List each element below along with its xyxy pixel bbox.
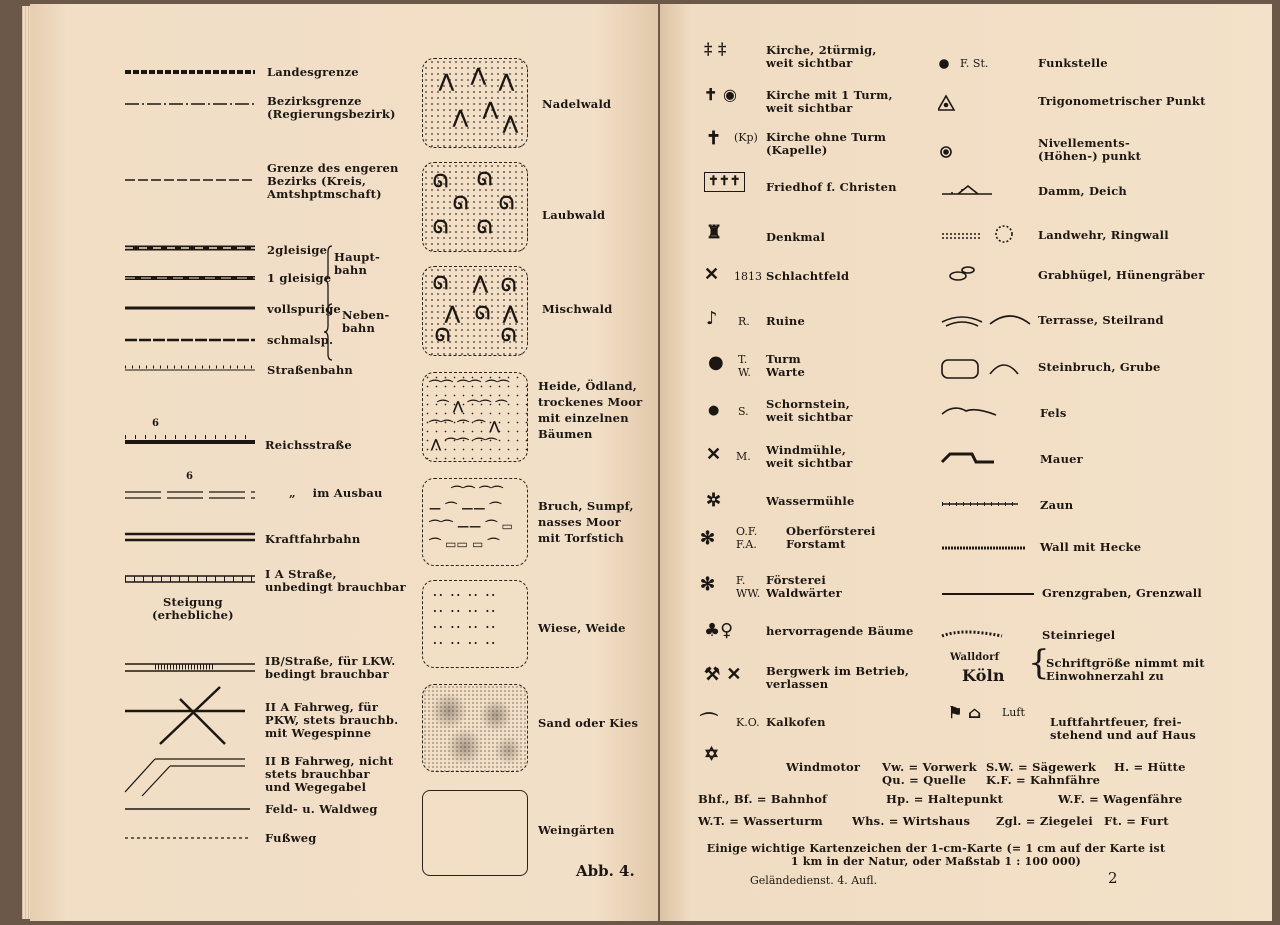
bergwerk-label: Bergwerk im Betrieb, verlassen — [766, 664, 910, 691]
windmotor-label: Windmotor — [786, 760, 861, 774]
mine-icon: ⚒ ✕ — [704, 664, 742, 685]
page-number: 2 — [1108, 869, 1118, 887]
heide-swatch: ⌒⌒ ⌒⌒ ⌒⌒ ⌒ ⋀ ⌒⌒ ⌒ ⌒⌒ ⌒ ⌒ ⋀ ⋀ ⌒⌒ ⌒⌒ — [422, 372, 528, 462]
nadelwald-swatch: ⋀ ⋀ ⋀ ⋀ ⋀ ⋀ — [422, 58, 528, 148]
nebenbahn-label: Neben- bahn — [342, 308, 390, 335]
abbr-ft: Ft. = Furt — [1104, 814, 1169, 828]
bruch-swatch: ⌒⌒ ⌒⌒ — ⌒ —— ⌒ ⌒⌒ —— ⌒ ▭ ⌒ ▭▭ ▭ ⌒ — [422, 478, 528, 566]
nadelwald-label: Nadelwald — [542, 97, 612, 111]
abbr-wf: W.F. = Wagenfähre — [1058, 792, 1183, 806]
road-number-6a: 6 — [152, 418, 160, 429]
watermill-icon: ✲ — [706, 490, 722, 511]
schmalspur-label: schmalsp. — [267, 333, 334, 347]
schrift-label: Schriftgröße nimmt mit Einwohnerzahl zu — [1046, 656, 1205, 683]
windmuehle-label: Windmühle, weit sichtbar — [766, 443, 853, 470]
wiese-swatch: ·· ·· ·· ·· ·· ·· ·· ·· ·· ·· ·· ·· ·· ·· ·· ·· — [422, 580, 528, 668]
fussweg-label: Fußweg — [265, 831, 317, 845]
figure-label: Abb. 4. — [576, 862, 635, 880]
schornstein-abbr: S. — [738, 405, 749, 418]
kapelle-abbr: (Kp) — [734, 131, 758, 144]
tower-icon: ● — [708, 352, 724, 373]
abbr-wt: W.T. = Wasserturm — [698, 814, 823, 828]
kraftfahrbahn-label: Kraftfahrbahn — [265, 532, 361, 546]
church-two-towers-icon: ‡ ‡ — [704, 39, 727, 58]
strasse1a-label: I A Straße, unbedingt brauchbar — [265, 567, 406, 594]
abbr-sw: S.W. = Sägewerk — [986, 760, 1097, 774]
foersterei-label: Försterei Waldwärter — [766, 573, 842, 600]
steigung-label: Steigung (erhebliche) — [152, 595, 234, 622]
abbr-kf: K.F. = Kahnfähre — [986, 773, 1101, 787]
heide-label: Heide, Ödland, trockenes Moor mit einzelnen Bäumen — [538, 379, 643, 441]
mischwald-swatch: ᘏ ⋀ ᘏ ⋀ ᘏ ⋀ ᘏ ᘏ — [422, 266, 528, 356]
caption: Einige wichtige Kartenzeichen der 1-cm-Karte (= 1 cm auf der Karte ist 1 km in der Natur, oder Maßstab 1 : 100 000) — [706, 842, 1166, 868]
damm-label: Damm, Deich — [1038, 184, 1127, 198]
sand-label: Sand oder Kies — [538, 716, 639, 730]
church-one-tower-icon: ✝ ◉ — [704, 85, 737, 104]
abbr-vw: Vw. = Vorwerk — [882, 760, 977, 774]
mauer-label: Mauer — [1040, 452, 1083, 466]
wind-motor-icon: ✡ — [704, 744, 720, 765]
windmuehle-abbr: M. — [736, 450, 751, 463]
kalkofen-abbr: K.O. — [736, 716, 760, 729]
lime-kiln-icon: ⌒ — [700, 712, 718, 733]
kreisgrenze-label: Grenze des engeren Bezirks (Kreis, Amtshptmschaft) — [267, 161, 399, 201]
monument-icon: ♜ — [706, 222, 723, 243]
denkmal-label: Denkmal — [766, 230, 826, 244]
terrasse-label: Terrasse, Steilrand — [1038, 313, 1164, 327]
foersterei-abbr: F. WW. — [736, 574, 761, 600]
grabhuegel-label: Grabhügel, Hünengräber — [1038, 268, 1205, 282]
wein-swatch — [422, 790, 528, 876]
fahrweg2b-label: II B Fahrweg, nicht stets brauchbar und Wegegabel — [265, 754, 394, 794]
col2-symbols-graphic — [938, 44, 1038, 644]
nivellement-label: Nivellements- (Höhen-) punkt — [1038, 136, 1142, 163]
steinriegel-label: Steinriegel — [1042, 628, 1116, 642]
chimney-icon: ● — [708, 403, 720, 418]
landwehr-label: Landwehr, Ringwall — [1038, 228, 1169, 242]
laubwald-label: Laubwald — [542, 208, 606, 222]
bezirksgrenze-label: Bezirksgrenze (Regierungsbezirk) — [267, 94, 396, 121]
zweigleisig-label: 2gleisige — [267, 243, 328, 257]
forester-icon: ✻ — [700, 574, 716, 595]
mischwald-label: Mischwald — [542, 302, 613, 316]
trees-icon: ♣♀ — [704, 620, 734, 641]
brace-icon: { — [1028, 643, 1050, 683]
abbr-h: H. = Hütte — [1114, 760, 1186, 774]
abbr-whs: Whs. = Wirtshaus — [852, 814, 971, 828]
friedhof-label: Friedhof f. Christen — [766, 180, 897, 194]
hauptbahn-label: Haupt- bahn — [334, 250, 381, 277]
ruin-icon: ♪ — [706, 308, 718, 329]
funkstelle-abbr: F. St. — [960, 57, 989, 70]
reichsstrasse-label: Reichsstraße — [265, 438, 352, 452]
walldorf-sample: Walldorf — [950, 652, 1000, 663]
laubwald-swatch: ᘏ ᘏ ᘏ ᘏ ᘏ ᘏ — [422, 162, 528, 252]
battlefield-icon: ✕ — [704, 264, 720, 285]
vollspurig-label: vollspurige — [267, 302, 341, 316]
luftfahrt-abbr: Luft — [1002, 706, 1025, 719]
wallhecke-label: Wall mit Hecke — [1040, 540, 1142, 554]
footer-edition: Geländedienst. 4. Aufl. — [750, 874, 878, 887]
abbr-zgl: Zgl. = Ziegelei — [996, 814, 1093, 828]
right-page — [660, 4, 1272, 921]
imausbau-label: „ im Ausbau — [289, 486, 383, 500]
chapel-icon: ✝ — [706, 128, 722, 149]
oberfoersterei-label: Oberförsterei Forstamt — [786, 524, 876, 551]
turm-abbr: T. W. — [738, 353, 751, 379]
cemetery-icon: ✝✝✝ — [704, 172, 745, 192]
kapelle-label: Kirche ohne Turm (Kapelle) — [766, 130, 887, 157]
road-number-6b: 6 — [186, 471, 194, 482]
trig-label: Trigonometrischer Punkt — [1038, 94, 1206, 108]
zaun-label: Zaun — [1040, 498, 1074, 512]
fahrweg2a-label: II A Fahrweg, für PKW, stets brauchb. mit Wegespinne — [265, 700, 399, 740]
schlacht-abbr: 1813 — [734, 270, 762, 283]
oberfoersterei-abbr: O.F. F.A. — [736, 525, 758, 551]
abbr-qu: Qu. = Quelle — [882, 773, 967, 787]
kalkofen-label: Kalkofen — [766, 715, 826, 729]
ruine-label: Ruine — [766, 314, 805, 328]
steinbruch-label: Steinbruch, Grube — [1038, 360, 1161, 374]
kirche2-label: Kirche, 2türmig, weit sichtbar — [766, 43, 877, 70]
kirche1-label: Kirche mit 1 Turm, weit sichtbar — [766, 88, 893, 115]
abbr-bhf: Bhf., Bf. = Bahnhof — [698, 792, 828, 806]
eingleisig-label: 1 gleisige — [267, 271, 332, 285]
strassenbahn-label: Straßenbahn — [267, 363, 353, 377]
forestry-office-icon: ✻ — [700, 528, 716, 549]
airfield-beacon-icon: ⚑ ⌂ — [948, 703, 982, 722]
ruine-abbr: R. — [738, 315, 750, 328]
sand-swatch — [422, 684, 528, 772]
wein-label: Weingärten — [538, 823, 615, 837]
landesgrenze-label: Landesgrenze — [267, 65, 359, 79]
abbr-hp: Hp. = Haltepunkt — [886, 792, 1004, 806]
left-page — [30, 4, 658, 921]
wiese-label: Wiese, Weide — [538, 621, 626, 635]
funkstelle-label: Funkstelle — [1038, 56, 1108, 70]
strasse1b-label: IB/Straße, für LKW. bedingt brauchbar — [265, 654, 396, 681]
grenzgraben-label: Grenzgraben, Grenzwall — [1042, 586, 1202, 600]
fels-label: Fels — [1040, 406, 1067, 420]
schlacht-label: Schlachtfeld — [766, 269, 850, 283]
luftfahrt-label: Luftfahrtfeuer, frei- stehend und auf Haus — [1050, 715, 1196, 742]
koeln-sample: Köln — [962, 666, 1005, 685]
windmill-icon: ✕ — [706, 444, 722, 465]
feldweg-label: Feld- u. Waldweg — [265, 802, 378, 816]
wassermuehle-label: Wassermühle — [766, 494, 855, 508]
bruch-label: Bruch, Sumpf, nasses Moor mit Torfstich — [538, 499, 634, 545]
schornstein-label: Schornstein, weit sichtbar — [766, 397, 853, 424]
turm-label: Turm Warte — [766, 352, 806, 379]
baeume-label: hervorragende Bäume — [766, 624, 914, 638]
